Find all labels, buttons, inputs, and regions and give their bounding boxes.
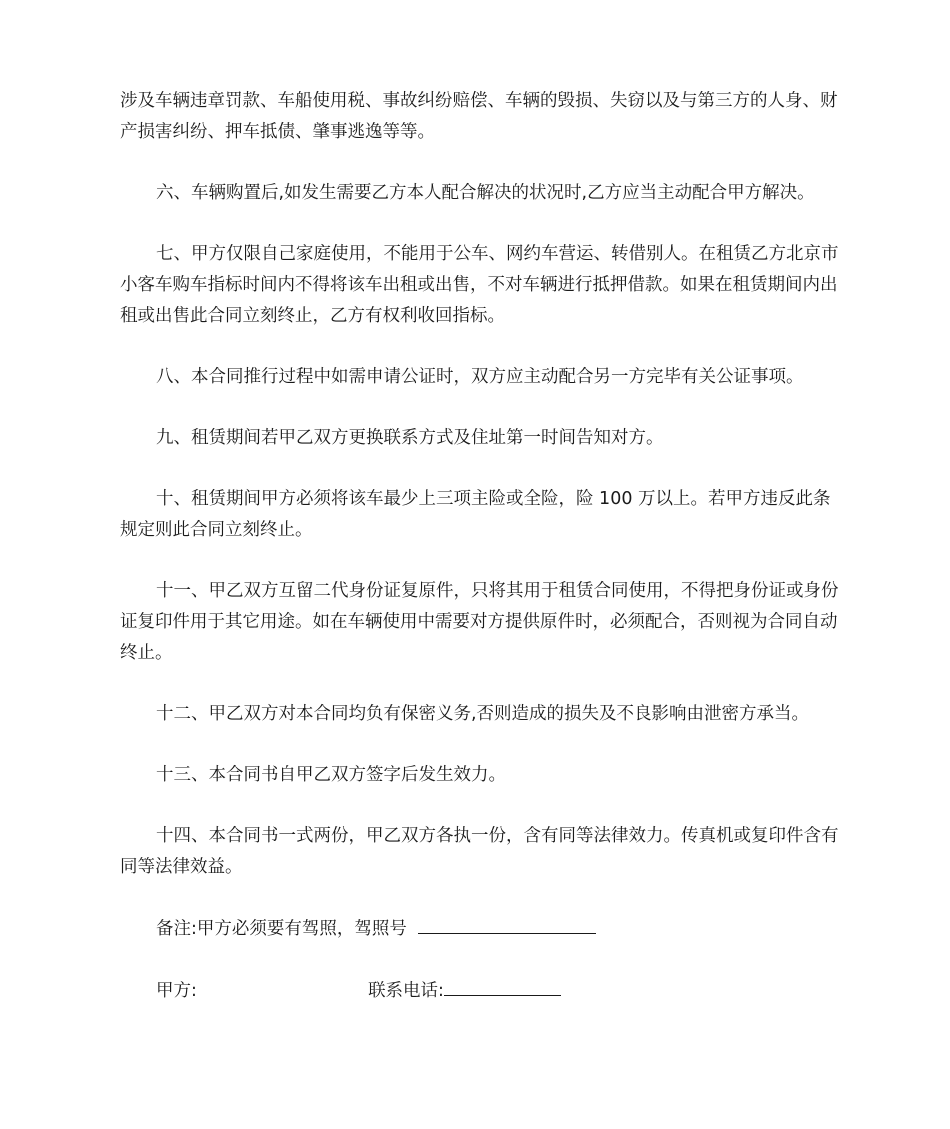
party-a-label: 甲方:: [156, 981, 197, 1001]
clause-7: 七、甲方仅限自己家庭使用，不能用于公车、网约车营运、转借别人。在租赁乙方北京市小客车购车指标时间内不得将该车出租或出售，不对车辆进行抵押借款。如果在租赁期间内出租或出售此合同立刻终止，乙方有权利收回指标。: [120, 244, 839, 326]
clause-8: 八、本合同推行过程中如需申请公证时，双方应主动配合另一方完毕有关公证事项。: [156, 367, 804, 387]
phone-number-blank[interactable]: [444, 975, 561, 996]
clause-10: 十、租赁期间甲方必须将该车最少上三项主险或全险，险 100 万以上。若甲方违反此条规定则此合同立刻终止。: [120, 489, 831, 540]
phone-label: 联系电话:: [368, 981, 444, 1001]
clause-6: 六、车辆购置后,如发生需要乙方本人配合解决的状况时,乙方应当主动配合甲方解决。: [156, 183, 815, 203]
clause-14: 十四、本合同书一式两份，甲乙双方各执一份，含有同等法律效力。传真机或复印件含有同等法律效益。: [120, 826, 839, 877]
note-line: [120, 913, 840, 945]
license-number-blank[interactable]: [418, 913, 596, 934]
clause-9: 九、租赁期间若甲乙双方更换联系方式及住址第一时间告知对方。: [156, 428, 664, 448]
document-page: [120, 86, 840, 1037]
clause-11: 十一、甲乙双方互留二代身份证复原件，只将其用于租赁合同使用，不得把身份证或身份证复印件用于其它用途。如在车辆使用中需要对方提供原件时，必须配合，否则视为合同自动终止。: [120, 581, 839, 663]
clause-12: 十二、甲乙双方对本合同均负有保密义务,否则造成的损失及不良影响由泄密方承当。: [156, 704, 810, 724]
signature-line: [120, 975, 840, 1007]
paragraph-continuation: 涉及车辆违章罚款、车船使用税、事故纠纷赔偿、车辆的毁损、失窃以及与第三方的人身、财产损害纠纷、押车抵债、肇事逃逸等等。: [120, 91, 838, 142]
note-label: 备注:甲方必须要有驾照，驾照号: [156, 919, 407, 939]
clause-13: 十三、本合同书自甲乙双方签字后发生效力。: [156, 765, 506, 785]
